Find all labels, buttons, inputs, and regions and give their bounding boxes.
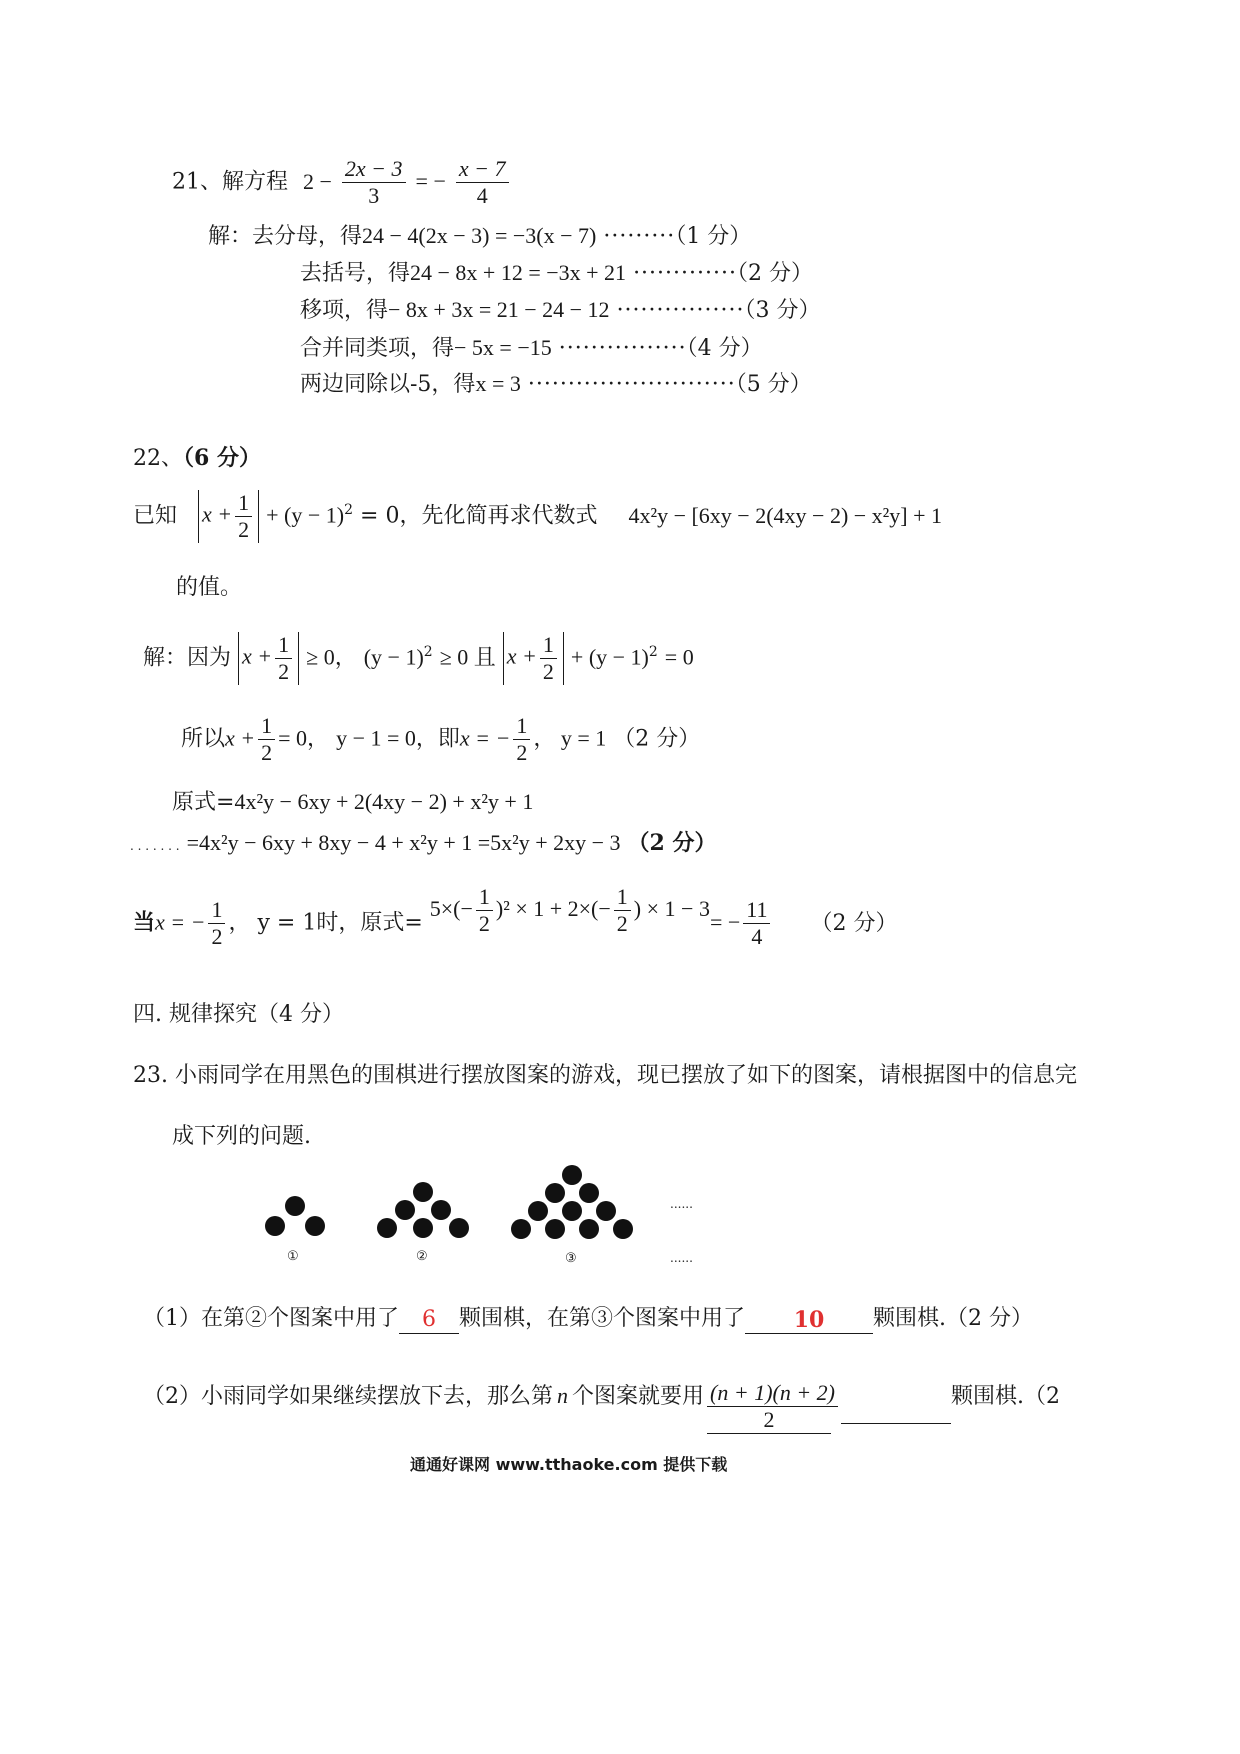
q21-frac2-den: 4	[476, 183, 488, 208]
stone	[377, 1218, 397, 1238]
stone	[413, 1182, 433, 1202]
stone	[528, 1201, 548, 1221]
stone	[305, 1216, 325, 1236]
abs-text: x +	[202, 501, 233, 527]
half-den: 2	[478, 910, 490, 936]
half-den: 2	[542, 659, 554, 684]
footer: 通通好课网 www.tthaoke.com 提供下载	[410, 1455, 728, 1474]
q21-frac1	[342, 156, 406, 209]
q22-orig-1	[172, 787, 533, 818]
step-prefix: 移项，得	[300, 298, 389, 323]
sq: 2	[423, 643, 433, 660]
q21-frac2	[456, 156, 509, 209]
q23-line-1: 23. 小雨同学在用黑色的围棋进行摆放图案的游戏，现已摆放了如下的图案，请根据图中的信息完	[133, 1063, 1077, 1088]
q22-solution-2	[181, 713, 700, 766]
ge0-and: ≥ 0 且	[439, 644, 496, 670]
dots-lead: . . . . . . .	[130, 839, 180, 853]
q22-title	[133, 443, 261, 474]
half-num: 1	[258, 713, 275, 740]
when-x: x = −	[155, 909, 206, 935]
step-dots: ·············	[633, 261, 737, 286]
stone	[562, 1201, 582, 1221]
p1-c: 颗围棋.（2 分）	[873, 1306, 1033, 1331]
q21-frac1-num: 2x − 3	[342, 156, 406, 183]
stone	[596, 1201, 616, 1221]
q21-title	[172, 156, 512, 209]
cond-eq: = 0，先化简再求代数式	[360, 503, 598, 529]
expr: 4x²y − [6xy − 2(4xy − 2) − x²y] + 1	[628, 502, 943, 528]
y-eq: ， y = 1	[533, 725, 607, 751]
p1-b: 颗围棋，在第③个图案中用了	[459, 1306, 746, 1331]
orig1: 4x²y − 6xy + 2(4xy − 2) + x²y + 1	[234, 789, 534, 814]
half-den: 2	[261, 740, 273, 765]
stone	[545, 1219, 565, 1239]
abs-text: x +	[242, 643, 273, 669]
when-y: ， y = 1时，原式=	[228, 910, 423, 936]
half-frac	[540, 632, 557, 685]
pattern-2	[377, 1182, 469, 1238]
p2-b: 个图案就要用	[572, 1384, 705, 1409]
q23-part-2	[143, 1370, 1061, 1432]
half-frac	[235, 490, 252, 543]
q21-step-3	[300, 295, 820, 326]
half-frac	[208, 897, 225, 950]
res-num: 11	[743, 897, 770, 924]
step-dots: ················	[616, 298, 745, 323]
half-frac	[513, 713, 530, 766]
step-score: （1 分）	[675, 224, 752, 249]
q21-step-4	[300, 333, 763, 364]
half-frac	[258, 713, 275, 766]
pattern-ellipsis-top: ......	[670, 1197, 693, 1211]
stone	[395, 1200, 415, 1220]
q21-eq-mid: = −	[415, 168, 446, 194]
ans3-num: (n + 1)(n + 2)	[707, 1380, 838, 1407]
step-prefix: 两边同除以-5，得	[300, 372, 476, 397]
step-dots: ················	[558, 336, 687, 361]
so-x: x +	[225, 725, 256, 751]
ge0: ≥ 0，	[306, 644, 357, 670]
step-math: 24 − 4(2x − 3) = −3(x − 7)	[362, 223, 597, 248]
abs-expr-2	[238, 632, 299, 685]
q22-solution-1	[143, 632, 694, 685]
pattern-label-3: ③	[565, 1251, 577, 1266]
step-score: （2 分）	[736, 261, 813, 286]
stone	[511, 1219, 531, 1239]
step-math: − 5x = −15	[454, 335, 552, 360]
abs-text: x +	[506, 643, 537, 669]
section-4-heading: 四. 规律探究（4 分）	[133, 1002, 344, 1027]
p2-n: n	[557, 1383, 568, 1408]
sq: 2	[648, 643, 658, 660]
q23-part-1	[143, 1304, 1033, 1334]
result-frac	[743, 897, 770, 950]
q21-step-2	[300, 258, 813, 289]
ans3-den: 2	[707, 1407, 831, 1434]
known-prefix: 已知	[133, 503, 178, 529]
pattern-label-1: ①	[287, 1249, 299, 1264]
value-text: 的值。	[176, 575, 243, 600]
q21-step-5	[300, 369, 812, 400]
res-den: 4	[751, 924, 763, 949]
pattern-3	[511, 1165, 633, 1239]
orig-label: 原式=	[172, 790, 235, 815]
pattern-1	[265, 1196, 325, 1236]
stone	[285, 1196, 305, 1216]
step-math: x = 3	[475, 371, 521, 396]
half-num: 1	[275, 632, 292, 659]
half-num: 1	[235, 490, 252, 517]
half-den: 2	[238, 517, 250, 542]
step-math: 24 − 8x + 12 = −3x + 21	[410, 260, 627, 285]
when-prefix: 当	[133, 909, 156, 936]
result-eq: = −	[709, 909, 741, 935]
cond-rest: + (y − 1)	[266, 502, 345, 528]
stone	[449, 1218, 469, 1238]
q21-step-1	[208, 221, 751, 252]
pattern-ellipsis-bottom: ......	[670, 1251, 693, 1265]
q23-line-2: 成下列的问题.	[172, 1124, 311, 1149]
half-frac	[476, 884, 493, 937]
q22-evaluate	[133, 883, 898, 951]
eq0: = 0	[664, 644, 694, 670]
orig2: =4x²y − 6xy + 8xy − 4 + x²y + 1 =5x²y + 2xy − 3	[186, 830, 621, 855]
answer-frac	[707, 1380, 838, 1434]
q22-orig-2	[130, 828, 717, 861]
half-num: 1	[208, 897, 225, 924]
so-score: （2 分）	[613, 726, 701, 752]
so-prefix: 所以	[181, 726, 226, 752]
half-num: 1	[476, 884, 493, 911]
step-math: − 8x + 3x = 21 − 24 − 12	[388, 297, 610, 322]
q21-eq-left: 2 −	[303, 168, 332, 194]
stone	[265, 1216, 285, 1236]
step-score: （3 分）	[744, 298, 821, 323]
so-eq1: = 0，	[278, 725, 330, 751]
q22-score: （6 分）	[183, 445, 261, 471]
pattern-label-2: ②	[416, 1249, 428, 1264]
orig2-score: （2 分）	[627, 830, 717, 856]
subst-sq: )² × 1 + 2×(−	[495, 895, 611, 921]
half-num: 1	[540, 632, 557, 659]
x-eq: x = −	[459, 725, 511, 751]
so-eq2: y − 1 = 0，即	[336, 725, 460, 751]
cond-sq: 2	[344, 501, 354, 518]
stone	[613, 1219, 633, 1239]
answer-blank-2: 10	[745, 1307, 873, 1334]
half-den: 2	[278, 659, 290, 684]
p1-a: （1）在第②个图案中用了	[143, 1306, 399, 1331]
abs-expr	[198, 490, 259, 543]
answer-blank-1: 6	[399, 1307, 459, 1334]
step-score: （5 分）	[735, 372, 812, 397]
p2-c: 颗围棋.（2	[951, 1384, 1061, 1409]
q21-frac2-num: x − 7	[456, 156, 509, 183]
subst-end: ) × 1 − 3	[633, 895, 710, 921]
stone	[545, 1183, 565, 1203]
y1: (y − 1)	[363, 644, 424, 670]
cond-rest: + (y − 1)	[570, 644, 649, 670]
subst-expr	[429, 883, 710, 936]
abs-expr-3	[503, 632, 564, 685]
q22-label: 22、	[133, 446, 183, 471]
answer-blank-3	[841, 1423, 951, 1424]
stone	[579, 1219, 599, 1239]
half-frac	[275, 632, 292, 685]
stone	[431, 1200, 451, 1220]
step-dots: ·········	[603, 224, 676, 249]
half-den: 2	[516, 740, 528, 765]
final-score: （2 分）	[810, 910, 898, 936]
half-den: 2	[211, 924, 223, 949]
half-num: 1	[614, 884, 631, 911]
step-score: （4 分）	[686, 336, 763, 361]
q21-label: 21、解方程	[172, 169, 288, 195]
half-num: 1	[513, 713, 530, 740]
q21-frac1-den: 3	[368, 183, 380, 208]
step-prefix: 去括号，得	[300, 261, 411, 286]
sol-prefix: 解：因为	[143, 645, 232, 671]
step-dots: ··························	[527, 372, 736, 397]
stone	[413, 1218, 433, 1238]
half-frac	[614, 884, 631, 937]
stone	[579, 1183, 599, 1203]
q22-condition	[133, 490, 942, 543]
half-den: 2	[616, 910, 628, 936]
subst: 5×(−	[429, 895, 473, 921]
step-prefix: 解：去分母，得	[208, 224, 363, 249]
stone	[562, 1165, 582, 1185]
p2-a: （2）小雨同学如果继续摆放下去，那么第	[143, 1384, 553, 1409]
step-prefix: 合并同类项，得	[300, 336, 455, 361]
